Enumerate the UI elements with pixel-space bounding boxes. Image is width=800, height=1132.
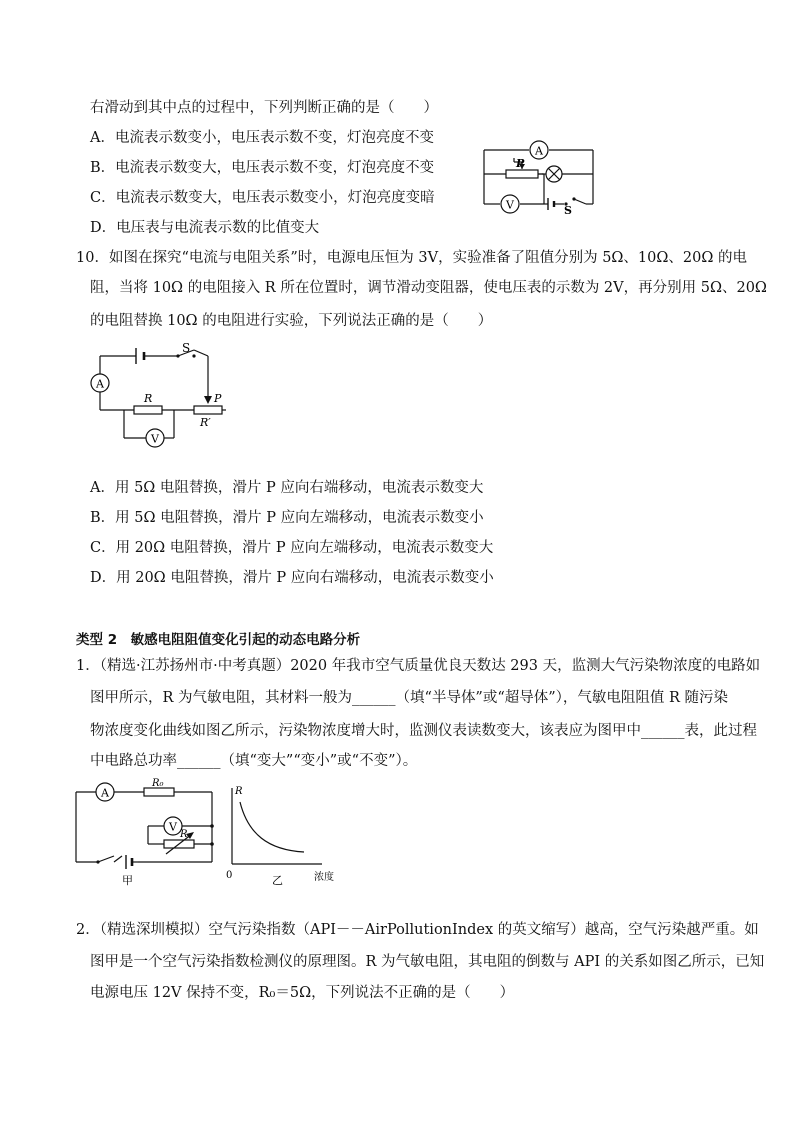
slider-arrow-icon <box>204 396 212 404</box>
s1-stem-line-4: 中电路总功率______（填“变大”“变小”或“不变”）。 <box>90 753 418 769</box>
s1-stem-line-3: 物浓度变化曲线如图乙所示，污染物浓度增大时，监测仪表读数变大，该表应为图甲中______表，此过程 <box>90 723 757 739</box>
q10-option-a: A．用 5Ω 电阻替换，滑片 P 应向右端移动，电流表示数变大 <box>90 480 484 496</box>
s1-stem-line-1: 1．（精选·江苏扬州市·中考真题）2020 年我市空气质量优良天数达 293 天，监测大气污染物浓度的电路如 <box>76 658 761 674</box>
resistor-label: R <box>144 392 153 405</box>
section-heading: 类型 2 敏感电阻阻值变化引起的动态电路分析 <box>76 632 361 648</box>
axis-y-label: R <box>235 786 243 797</box>
r0-label: R₀ <box>152 778 164 789</box>
q10-option-b: B．用 5Ω 电阻替换，滑片 P 应向左端移动，电流表示数变小 <box>90 510 484 526</box>
caption-a: 甲 <box>122 874 133 887</box>
r-vs-concentration-graph <box>232 788 322 864</box>
ammeter-label: A <box>535 144 543 158</box>
ammeter-label: A <box>96 377 104 391</box>
s2-stem-line-3: 电源电压 12V 保持不变，R₀＝5Ω，下列说法不正确的是（ ） <box>90 985 515 1001</box>
q9-option-d: D．电压表与电流表示数的比值变大 <box>90 220 320 236</box>
s1-stem-line-2: 图甲所示，R 为气敏电阻，其材料一般为______（填“半导体”或“超导体”），气敏电阻阻值 R 随污染 <box>90 690 729 706</box>
ammeter-icon <box>91 374 109 392</box>
switch-label: S <box>182 341 191 355</box>
q10-option-d: D．用 20Ω 电阻替换，滑片 P 应向右端移动，电流表示数变小 <box>90 570 494 586</box>
q10-stem-line-3: 的电阻替换 10Ω 的电阻进行实验，下列说法正确的是（ ） <box>90 313 493 329</box>
ammeter-icon <box>530 141 548 159</box>
voltmeter-label: V <box>506 198 514 212</box>
slider-label: P <box>516 157 525 170</box>
q10-stem-line-1: 10．如图在探究“电流与电阻关系”时，电源电压恒为 3V，实验准备了阻值分别为 5Ω、10Ω、20Ω 的电 <box>76 250 747 266</box>
q10-option-c: C．用 20Ω 电阻替换，滑片 P 应向左端移动，电流表示数变大 <box>90 540 494 556</box>
sensor-label: R <box>180 829 188 840</box>
s2-stem-line-2: 图甲是一个空气污染指数检测仪的原理图。R 为气敏电阻，其电阻的倒数与 API 的关系如图乙所示，已知 <box>90 954 765 970</box>
voltmeter-label: V <box>151 432 159 446</box>
caption-b: 乙 <box>272 874 283 887</box>
q10-stem-line-2: 阻，当将 10Ω 的电阻接入 R 所在位置时，调节滑动变阻器，使电压表的示数为 2V，再分别用 5Ω、20Ω <box>90 280 767 296</box>
s1-figure <box>72 778 352 888</box>
origin-label: 0 <box>226 870 233 881</box>
rheostat-label: R′ <box>200 416 211 429</box>
voltmeter-icon <box>146 429 164 447</box>
axis-x-label: 浓度 <box>314 872 334 883</box>
s2-stem-line-1: 2．（精选深圳模拟）空气污染指数（API－－AirPollutionIndex 的英文缩写）越高，空气污染越严重。如 <box>76 922 759 938</box>
q9-circuit-diagram <box>478 128 608 216</box>
q9-option-c: C．电流表示数变大，电压表示数变小，灯泡亮度变暗 <box>90 190 435 206</box>
q10-circuit-diagram <box>90 341 230 446</box>
q9-option-b: B．电流表示数变大，电压表示数不变，灯泡亮度不变 <box>90 160 435 176</box>
lamp-icon <box>546 166 562 182</box>
q9-stem-tail: 右滑动到其中点的过程中，下列判断正确的是（ ） <box>90 100 438 116</box>
voltmeter-label: V <box>169 820 177 834</box>
slider-label: P <box>214 392 222 405</box>
ammeter-label: A <box>101 786 109 800</box>
ammeter-icon <box>96 783 114 801</box>
switch-label: S <box>564 204 572 217</box>
voltmeter-icon <box>501 195 519 213</box>
q9-option-a: A．电流表示数变小，电压表示数不变，灯泡亮度不变 <box>90 130 434 146</box>
